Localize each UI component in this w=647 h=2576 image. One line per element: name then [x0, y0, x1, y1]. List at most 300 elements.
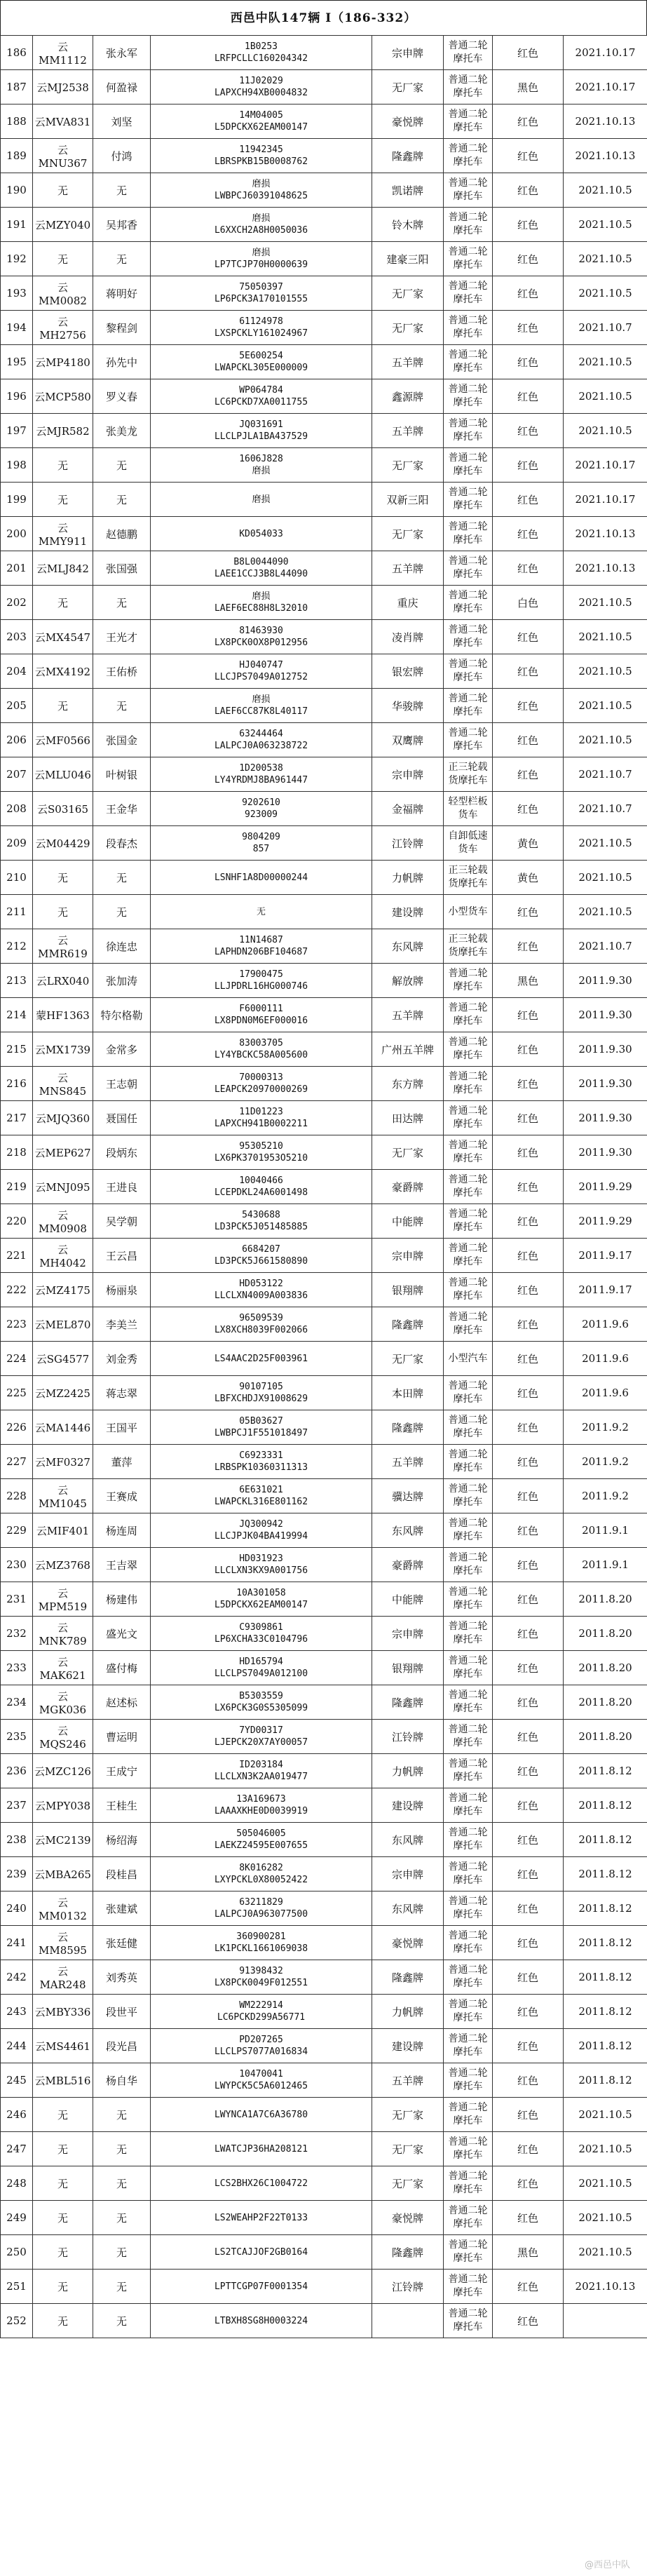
- owner-name: 刘秀英: [93, 1960, 151, 1995]
- frame-number: LD3PCK5J051485885: [214, 1222, 308, 1232]
- table-row: [1, 654, 647, 689]
- row-number: 220: [1, 1204, 33, 1239]
- frame-number: LLCLXN3K2AA019477: [214, 1772, 308, 1782]
- engine-number: 63211829: [239, 1897, 283, 1908]
- engine-frame-number: [151, 483, 372, 517]
- plate-number: 云MC2139: [33, 1823, 93, 1857]
- frame-number: LWYPCK5C5A6012465: [214, 2081, 308, 2091]
- date: 2021.10.17: [564, 36, 647, 70]
- color: 红色: [493, 792, 564, 826]
- color: 黄色: [493, 826, 564, 861]
- owner-name: 赵述标: [93, 1685, 151, 1720]
- vehicle-type: 普通二轮摩托车: [444, 276, 493, 311]
- row-number: 250: [1, 2235, 33, 2270]
- brand: 无厂家: [372, 517, 444, 551]
- row-number: 207: [1, 757, 33, 792]
- date: 2011.8.12: [564, 1823, 647, 1857]
- engine-frame-number: [151, 1754, 372, 1788]
- color: 红色: [493, 895, 564, 929]
- vehicle-type: 普通二轮摩托车: [444, 1067, 493, 1101]
- row-number: 231: [1, 1582, 33, 1617]
- date: 2011.9.1: [564, 1548, 647, 1582]
- owner-name: 叶树银: [93, 757, 151, 792]
- engine-number: 磨损: [252, 494, 271, 505]
- color: 红色: [493, 36, 564, 70]
- plate-number: 云MIF401: [33, 1513, 93, 1548]
- table-row: [1, 2270, 647, 2304]
- plate-number: 云MBY336: [33, 1995, 93, 2029]
- row-number: 233: [1, 1651, 33, 1685]
- brand: 无厂家: [372, 2166, 444, 2201]
- table-row: [1, 1032, 647, 1067]
- table-row: [1, 36, 647, 70]
- vehicle-type: 普通二轮摩托车: [444, 104, 493, 139]
- brand: 五羊牌: [372, 414, 444, 448]
- frame-number: LAPXCH941B0002211: [214, 1119, 308, 1129]
- engine-number: 95305210: [239, 1141, 283, 1152]
- row-number: 203: [1, 620, 33, 654]
- table-row: [1, 998, 647, 1032]
- brand: 金福牌: [372, 792, 444, 826]
- vehicle-type: 普通二轮摩托车: [444, 723, 493, 757]
- table-row: [1, 2132, 647, 2166]
- table-row: [1, 173, 647, 208]
- color: 白色: [493, 586, 564, 620]
- vehicle-type: 普通二轮摩托车: [444, 1307, 493, 1342]
- date: 2011.8.20: [564, 1651, 647, 1685]
- vehicle-type: 普通二轮摩托车: [444, 208, 493, 242]
- table-row: [1, 1410, 647, 1445]
- date: 2021.10.5: [564, 345, 647, 379]
- plate-number: 蒙HF1363: [33, 998, 93, 1032]
- brand: 无厂家: [372, 1135, 444, 1170]
- frame-number: LLCLXN3KX9A001756: [214, 1565, 308, 1576]
- engine-number: 5430688: [242, 1210, 280, 1220]
- color: 红色: [493, 104, 564, 139]
- table-row: [1, 1101, 647, 1135]
- table-row: [1, 2166, 647, 2201]
- row-number: 187: [1, 70, 33, 104]
- brand: 银翔牌: [372, 1651, 444, 1685]
- color: 红色: [493, 2201, 564, 2235]
- owner-name: 曹运明: [93, 1720, 151, 1754]
- frame-number: LLCLPS7077A016834: [214, 2046, 308, 2057]
- engine-number: 1D200538: [239, 763, 283, 774]
- date: 2011.9.17: [564, 1239, 647, 1273]
- engine-number: 9804209: [242, 832, 280, 842]
- vehicle-type: 普通二轮摩托车: [444, 2270, 493, 2304]
- owner-name: 王吉翠: [93, 1548, 151, 1582]
- brand: 隆鑫牌: [372, 1307, 444, 1342]
- engine-frame-number: [151, 1582, 372, 1617]
- engine-frame-number: [151, 1823, 372, 1857]
- engine-frame-number: [151, 1857, 372, 1891]
- table-row: [1, 792, 647, 826]
- brand: 豪爵牌: [372, 1170, 444, 1204]
- frame-number: LRBSPK10360311313: [214, 1462, 308, 1473]
- plate-number: 无: [33, 2098, 93, 2132]
- engine-frame-number: [151, 36, 372, 70]
- table-row: [1, 345, 647, 379]
- brand: 五羊牌: [372, 1445, 444, 1479]
- plate-number: 无: [33, 2270, 93, 2304]
- engine-number: LWATCJP36HA208121: [214, 2143, 308, 2154]
- brand: 华骏牌: [372, 689, 444, 723]
- owner-name: 无: [93, 2098, 151, 2132]
- vehicle-type: 普通二轮摩托车: [444, 36, 493, 70]
- engine-number: JQ300942: [239, 1519, 283, 1530]
- owner-name: 段桂昌: [93, 1857, 151, 1891]
- plate-number: 云MPM519: [33, 1582, 93, 1617]
- color: 红色: [493, 1823, 564, 1857]
- engine-frame-number: [151, 1273, 372, 1307]
- brand: 无厂家: [372, 448, 444, 483]
- row-number: 221: [1, 1239, 33, 1273]
- engine-frame-number: [151, 1720, 372, 1754]
- engine-number: 70000313: [239, 1072, 283, 1083]
- engine-number: HD031923: [239, 1553, 283, 1564]
- date: 2011.9.30: [564, 1135, 647, 1170]
- engine-frame-number: [151, 1170, 372, 1204]
- color: 红色: [493, 1926, 564, 1960]
- engine-number: 96509539: [239, 1313, 283, 1323]
- frame-number: LP6XCHA33C0104796: [214, 1634, 308, 1645]
- vehicle-type: 普通二轮摩托车: [444, 173, 493, 208]
- engine-number: 磨损: [252, 694, 271, 705]
- vehicle-type: 普通二轮摩托车: [444, 1135, 493, 1170]
- vehicle-type: 普通二轮摩托车: [444, 1273, 493, 1307]
- row-number: 230: [1, 1548, 33, 1582]
- frame-number: LX8XCH8039F002066: [214, 1325, 308, 1335]
- plate-number: 云MNU367: [33, 139, 93, 173]
- color: 红色: [493, 1273, 564, 1307]
- brand: 宗申牌: [372, 757, 444, 792]
- vehicle-type: 普通二轮摩托车: [444, 2029, 493, 2063]
- table-row: [1, 1342, 647, 1376]
- date: 2011.8.20: [564, 1582, 647, 1617]
- frame-number: LAEKZ24595E007655: [214, 1840, 308, 1851]
- brand: 五羊牌: [372, 998, 444, 1032]
- row-number: 244: [1, 2029, 33, 2063]
- row-number: 216: [1, 1067, 33, 1101]
- table-row: [1, 2029, 647, 2063]
- brand: 隆鑫牌: [372, 2235, 444, 2270]
- vehicle-type: 普通二轮摩托车: [444, 1960, 493, 1995]
- engine-number: 10A301058: [236, 1588, 286, 1598]
- plate-number: 无: [33, 2201, 93, 2235]
- vehicle-type: 普通二轮摩托车: [444, 586, 493, 620]
- engine-number: WP064784: [239, 385, 283, 396]
- color: 红色: [493, 1617, 564, 1651]
- owner-name: 王进良: [93, 1170, 151, 1204]
- vehicle-type: 普通二轮摩托车: [444, 551, 493, 586]
- row-number: 252: [1, 2304, 33, 2338]
- table-row: [1, 1548, 647, 1582]
- owner-name: 徐连忠: [93, 929, 151, 964]
- date: 2011.8.20: [564, 1685, 647, 1720]
- plate-number: 云MF0327: [33, 1445, 93, 1479]
- engine-frame-number: [151, 620, 372, 654]
- engine-frame-number: [151, 826, 372, 861]
- engine-frame-number: [151, 1513, 372, 1548]
- color: 红色: [493, 2029, 564, 2063]
- engine-number: 6E631021: [239, 1485, 283, 1495]
- row-number: 204: [1, 654, 33, 689]
- table-row: [1, 1582, 647, 1617]
- plate-number: 云MZC126: [33, 1754, 93, 1788]
- vehicle-type: 普通二轮摩托车: [444, 1995, 493, 2029]
- engine-frame-number: [151, 792, 372, 826]
- row-number: 201: [1, 551, 33, 586]
- engine-number: 90107105: [239, 1382, 283, 1392]
- engine-number: 5E600254: [239, 351, 283, 361]
- table-row: [1, 1513, 647, 1548]
- owner-name: 无: [93, 689, 151, 723]
- plate-number: 无: [33, 173, 93, 208]
- owner-name: 杨丽泉: [93, 1273, 151, 1307]
- row-number: 234: [1, 1685, 33, 1720]
- plate-number: 云MAK621: [33, 1651, 93, 1685]
- frame-number: LCEPDKL24A6001498: [214, 1187, 308, 1198]
- frame-number: LX8PCK0OX8P012956: [214, 638, 308, 648]
- engine-number: 1606J828: [239, 454, 283, 464]
- plate-number: 云MM1112: [33, 36, 93, 70]
- date: 2021.10.5: [564, 861, 647, 895]
- engine-number: 83003705: [239, 1038, 283, 1048]
- brand: 本田牌: [372, 1376, 444, 1410]
- plate-number: 云MCP580: [33, 379, 93, 414]
- table-row: [1, 861, 647, 895]
- owner-name: 张加涛: [93, 964, 151, 998]
- date: 2021.10.5: [564, 826, 647, 861]
- engine-number: 75050397: [239, 282, 283, 292]
- brand: 隆鑫牌: [372, 1960, 444, 1995]
- brand: 宗申牌: [372, 1857, 444, 1891]
- frame-number: LALPCJ0A963077500: [214, 1909, 308, 1920]
- engine-frame-number: [151, 208, 372, 242]
- engine-frame-number: [151, 2304, 372, 2338]
- vehicle-type: 普通二轮摩托车: [444, 1582, 493, 1617]
- engine-frame-number: [151, 276, 372, 311]
- vehicle-type: 普通二轮摩托车: [444, 2063, 493, 2098]
- table-row: [1, 964, 647, 998]
- frame-number: LD3PCK5J661580890: [214, 1256, 308, 1267]
- engine-frame-number: [151, 1926, 372, 1960]
- page-title: 西邑中队147辆 I（186-332）: [0, 0, 647, 35]
- plate-number: 云MGK036: [33, 1685, 93, 1720]
- plate-number: 云MH2756: [33, 311, 93, 345]
- engine-frame-number: [151, 723, 372, 757]
- color: 红色: [493, 1651, 564, 1685]
- table-row: [1, 757, 647, 792]
- frame-number: LLJPDRL16HG000746: [214, 981, 308, 992]
- brand: 东风牌: [372, 1513, 444, 1548]
- date: 2011.9.29: [564, 1204, 647, 1239]
- owner-name: 段光昌: [93, 2029, 151, 2063]
- engine-frame-number: [151, 1032, 372, 1067]
- engine-frame-number: [151, 861, 372, 895]
- plate-number: 云MLJ842: [33, 551, 93, 586]
- plate-number: 无: [33, 861, 93, 895]
- table-row: [1, 1067, 647, 1101]
- table-row: [1, 1960, 647, 1995]
- brand: 田达牌: [372, 1101, 444, 1135]
- date: 2011.8.12: [564, 2029, 647, 2063]
- frame-number: LC6PCKD7XA0011755: [214, 397, 308, 407]
- plate-number: 无: [33, 2132, 93, 2166]
- engine-number: 360900281: [236, 1931, 286, 1942]
- frame-number: LAEF6CC87K8L40117: [214, 706, 308, 717]
- date: 2021.10.17: [564, 70, 647, 104]
- plate-number: 云MPY038: [33, 1788, 93, 1823]
- brand: 东风牌: [372, 929, 444, 964]
- date: 2021.10.5: [564, 2166, 647, 2201]
- color: 红色: [493, 1720, 564, 1754]
- color: 黑色: [493, 2235, 564, 2270]
- frame-number: LLCJPJK04BA419994: [214, 1531, 308, 1542]
- vehicle-type: 普通二轮摩托车: [444, 242, 493, 276]
- engine-frame-number: [151, 757, 372, 792]
- engine-number: LS4AAC2D25F003961: [214, 1353, 308, 1364]
- color: 红色: [493, 689, 564, 723]
- table-row: [1, 1170, 647, 1204]
- vehicle-type: 普通二轮摩托车: [444, 1617, 493, 1651]
- row-number: 191: [1, 208, 33, 242]
- date: 2021.10.5: [564, 2235, 647, 2270]
- color: 红色: [493, 654, 564, 689]
- owner-name: 王国平: [93, 1410, 151, 1445]
- frame-number: LX6PK3701953O5210: [214, 1153, 308, 1164]
- color: 红色: [493, 2063, 564, 2098]
- brand: 隆鑫牌: [372, 1410, 444, 1445]
- engine-frame-number: [151, 1617, 372, 1651]
- engine-number: LS2TCAJJOF2GB0164: [214, 2246, 308, 2258]
- plate-number: 云MH4042: [33, 1239, 93, 1273]
- owner-name: 张美龙: [93, 414, 151, 448]
- vehicle-type: 普通二轮摩托车: [444, 379, 493, 414]
- owner-name: 无: [93, 2270, 151, 2304]
- date: 2011.8.20: [564, 1720, 647, 1754]
- color: 红色: [493, 1239, 564, 1273]
- date: 2021.10.5: [564, 586, 647, 620]
- frame-number: LC6PCKD299A56771: [217, 2012, 306, 2023]
- brand: 豪悦牌: [372, 2201, 444, 2235]
- engine-number: 磨损: [252, 179, 271, 189]
- frame-number: 磨损: [252, 466, 271, 476]
- engine-frame-number: [151, 448, 372, 483]
- engine-frame-number: [151, 998, 372, 1032]
- brand: 力帆牌: [372, 861, 444, 895]
- table-row: [1, 689, 647, 723]
- frame-number: LAEF6EC88H8L32010: [214, 603, 308, 614]
- color: 红色: [493, 1032, 564, 1067]
- row-number: 243: [1, 1995, 33, 2029]
- row-number: 219: [1, 1170, 33, 1204]
- date: 2011.9.30: [564, 1032, 647, 1067]
- table-row: [1, 1754, 647, 1788]
- brand: 力帆牌: [372, 1995, 444, 2029]
- frame-number: LWAPCKL305E000009: [214, 363, 308, 373]
- vehicle-type: 普通二轮摩托车: [444, 1891, 493, 1926]
- date: 2011.8.12: [564, 1891, 647, 1926]
- vehicle-type: 普通二轮摩托车: [444, 998, 493, 1032]
- engine-number: LTBXH8SG8H0003224: [214, 2315, 308, 2326]
- brand: 五羊牌: [372, 551, 444, 586]
- plate-number: 云M04429: [33, 826, 93, 861]
- plate-number: 云S03165: [33, 792, 93, 826]
- vehicle-type: 普通二轮摩托车: [444, 1032, 493, 1067]
- brand: 豪悦牌: [372, 1926, 444, 1960]
- frame-number: LWBPCJ60391048625: [214, 191, 308, 201]
- owner-name: 无: [93, 2235, 151, 2270]
- engine-number: 91398432: [239, 1966, 283, 1976]
- engine-frame-number: [151, 1445, 372, 1479]
- table-row: [1, 895, 647, 929]
- row-number: 194: [1, 311, 33, 345]
- plate-number: 无: [33, 689, 93, 723]
- row-number: 210: [1, 861, 33, 895]
- row-number: 193: [1, 276, 33, 311]
- date: 2021.10.5: [564, 173, 647, 208]
- plate-number: 云MM0908: [33, 1204, 93, 1239]
- color: 红色: [493, 448, 564, 483]
- plate-number: 云MZ2425: [33, 1376, 93, 1410]
- color: 红色: [493, 1582, 564, 1617]
- engine-frame-number: [151, 2063, 372, 2098]
- engine-number: LSNHF1A8D00000244: [214, 872, 308, 883]
- engine-number: LS2WEAHP2F22T0133: [214, 2212, 308, 2223]
- frame-number: LAAAXKHE0D0039919: [214, 1806, 308, 1816]
- row-number: 218: [1, 1135, 33, 1170]
- owner-name: 王志朝: [93, 1067, 151, 1101]
- engine-frame-number: [151, 1239, 372, 1273]
- color: 黄色: [493, 861, 564, 895]
- engine-frame-number: [151, 1204, 372, 1239]
- plate-number: 云MQS246: [33, 1720, 93, 1754]
- owner-name: 无: [93, 173, 151, 208]
- vehicle-type: 普通二轮摩托车: [444, 1239, 493, 1273]
- engine-number: 磨损: [252, 213, 271, 224]
- table-row: [1, 1307, 647, 1342]
- brand: 宗申牌: [372, 1617, 444, 1651]
- color: 红色: [493, 1170, 564, 1204]
- frame-number: LLCLPJLA1BA437529: [214, 431, 308, 442]
- frame-number: 857: [252, 844, 270, 854]
- row-number: 196: [1, 379, 33, 414]
- color: 红色: [493, 173, 564, 208]
- engine-number: F6000111: [239, 1004, 283, 1014]
- brand: 中能牌: [372, 1582, 444, 1617]
- row-number: 223: [1, 1307, 33, 1342]
- table-row: [1, 242, 647, 276]
- frame-number: LLCJPS7049A012752: [214, 672, 308, 682]
- engine-frame-number: [151, 1788, 372, 1823]
- engine-number: LCS2BHX26C1004722: [214, 2178, 308, 2189]
- color: 红色: [493, 414, 564, 448]
- owner-name: 张廷健: [93, 1926, 151, 1960]
- color: 红色: [493, 483, 564, 517]
- row-number: 198: [1, 448, 33, 483]
- engine-frame-number: [151, 586, 372, 620]
- vehicle-type: 普通二轮摩托车: [444, 964, 493, 998]
- watermark-text: @西邑中队: [584, 2560, 630, 2570]
- plate-number: 云MNJ095: [33, 1170, 93, 1204]
- frame-number: LALPCJ0A063238722: [214, 741, 308, 751]
- vehicle-type: 正三轮载货摩托车: [444, 929, 493, 964]
- row-number: 199: [1, 483, 33, 517]
- row-number: 226: [1, 1410, 33, 1445]
- plate-number: 云MEP627: [33, 1135, 93, 1170]
